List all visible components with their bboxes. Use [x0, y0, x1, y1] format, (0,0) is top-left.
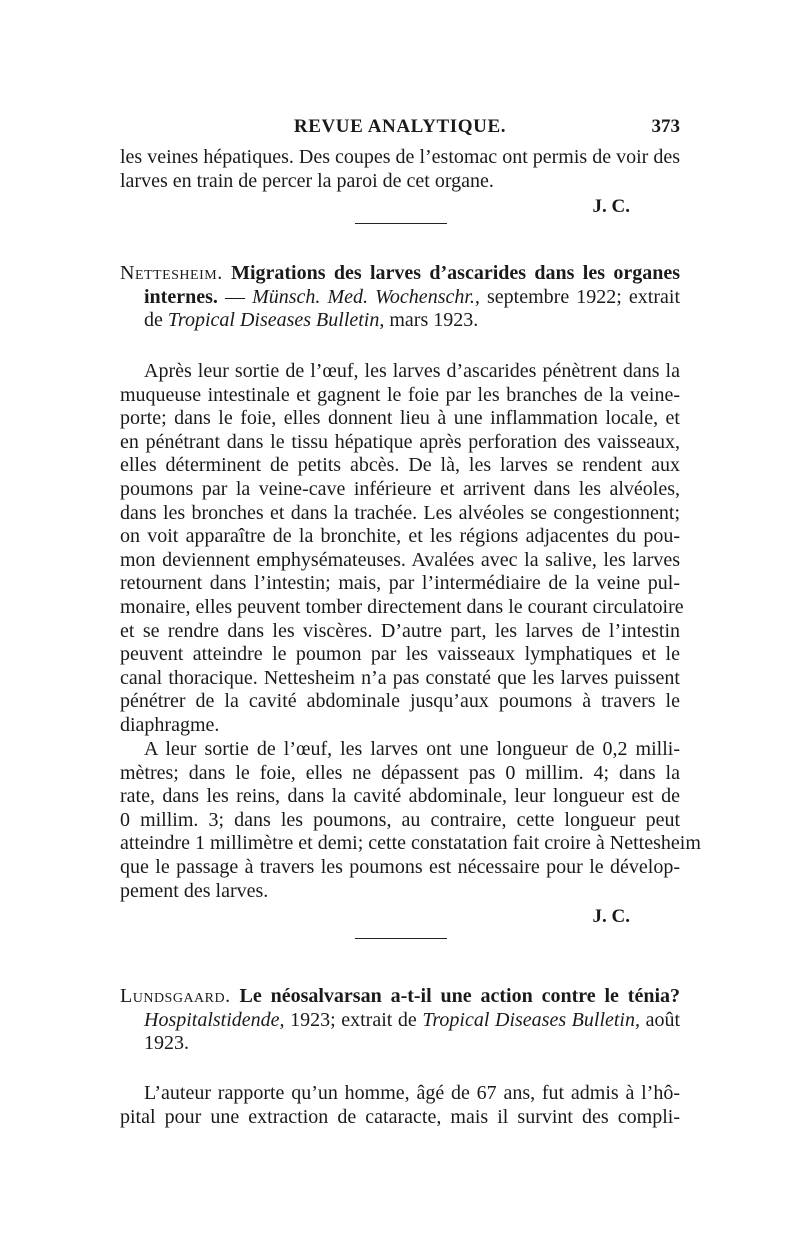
article-author: Nettesheim.: [120, 262, 223, 284]
section-divider: [355, 938, 447, 939]
dash: —: [224, 285, 245, 308]
text-line: mon deviennent emphysémateuses. Avalées avec la salive, les larves: [120, 548, 680, 571]
text-line: 0 millim. 3; dans les poumons, au contraire, cette longueur peut: [120, 808, 680, 831]
text-line: diaphragme.: [120, 713, 220, 736]
source-name: Tropical Diseases Bulletin,: [422, 1008, 640, 1031]
text-line: monaire, elles peuvent tomber directement dans le courant circulatoire: [120, 595, 684, 618]
source-name: Tropical Diseases Bulletin,: [167, 309, 385, 332]
source-date: août: [645, 1008, 681, 1031]
text-line: et se rendre dans les viscères. D’autre part, les larves de l’intestin: [120, 619, 680, 642]
text-line: rate, dans les reins, dans la cavité abdominale, leur longueur est de: [120, 785, 680, 808]
text-line: muqueuse intestinale et gagnent le foie par les branches de la veine-: [120, 383, 680, 406]
article-heading: [120, 985, 680, 1056]
text-line: pital pour une extraction de cataracte, mais il survint des compli-: [120, 1105, 680, 1128]
text-line: peuvent atteindre le poumon par les vaisseaux lymphatiques et le: [120, 643, 680, 666]
journal-date: septembre 1922; extrait: [487, 285, 681, 308]
journal-name: Hospitalstidende,: [144, 1008, 285, 1031]
source-date: mars 1923.: [389, 309, 479, 332]
heading-line: [120, 1032, 680, 1056]
heading-line: [120, 286, 680, 310]
journal-middle: 1923; extrait de: [290, 1008, 417, 1031]
article-heading: [120, 262, 680, 333]
text-line: retournent dans l’intestin; mais, par l’intermédiaire de la veine pul-: [120, 572, 680, 595]
article-title: Le néosalvarsan a-t-il une action contre le ténia?: [239, 985, 681, 1007]
text-line: pénétrer de la cavité abdominale jusqu’aux poumons à travers le: [120, 690, 680, 713]
text-line: que le passage à travers les poumons est nécessaire pour le dévelop-: [120, 855, 680, 878]
journal-name: Münsch. Med. Wochenschr.,: [252, 285, 480, 308]
text-line: elles déterminent de petits abcès. De là, les larves se rendent aux: [120, 454, 680, 477]
page-header: [120, 116, 680, 142]
source-year: 1923.: [144, 1032, 189, 1055]
heading-line: [120, 262, 680, 286]
page-number: 373: [651, 116, 680, 137]
signature: J. C.: [592, 196, 630, 218]
text-line: porte; dans le foie, elles donnent lieu à une inflammation locale, et: [120, 407, 680, 430]
article-title-cont: internes.: [144, 285, 218, 308]
article-paragraph: [120, 1082, 680, 1129]
text-line: en pénétrant dans le tissu hépatique après perforation des vaisseaux,: [120, 430, 680, 453]
text-line: A leur sortie de l’œuf, les larves ont une longueur de 0,2 milli-: [144, 738, 680, 760]
text-line: canal thoracique. Nettesheim n’a pas constaté que les larves puissent: [120, 666, 680, 689]
text-line: les veines hépatiques. Des coupes de l’estomac ont permis de voir des: [120, 146, 680, 168]
heading-line: [120, 309, 680, 333]
text-line: Après leur sortie de l’œuf, les larves d’ascarides pénètrent dans la: [144, 360, 680, 382]
section-divider: [355, 223, 447, 224]
heading-line: [120, 985, 680, 1009]
text-line: pement des larves.: [120, 879, 269, 902]
running-title: REVUE ANALYTIQUE.: [293, 116, 507, 137]
source-prefix: de: [144, 309, 163, 332]
text-line: larves en train de percer la paroi de cet organe.: [120, 169, 494, 192]
article-paragraph: [120, 738, 701, 929]
previous-article-end: [120, 146, 680, 219]
heading-line: [120, 1009, 680, 1033]
article-paragraph: [120, 360, 684, 738]
text-line: mètres; dans le foie, elles ne dépassent pas 0 millim. 4; dans la: [120, 761, 680, 784]
text-line: on voit apparaître de la bronchite, et les régions adjacentes du pou-: [120, 525, 680, 548]
text-line: L’auteur rapporte qu’un homme, âgé de 67 ans, fut admis à l’hô-: [144, 1082, 680, 1104]
text-line: dans les bronches et dans la trachée. Les alvéoles se congestionnent;: [120, 501, 680, 524]
signature: J. C.: [592, 906, 630, 928]
article-title: Migrations des larves d’ascarides dans les organes: [231, 262, 680, 284]
text-line: atteindre 1 millimètre et demi; cette constatation fait croire à Nettesheim: [120, 832, 701, 855]
article-author: Lundsgaard.: [120, 985, 231, 1007]
text-line: poumons par la veine-cave inférieure et arrivent dans les alvéoles,: [120, 477, 680, 500]
